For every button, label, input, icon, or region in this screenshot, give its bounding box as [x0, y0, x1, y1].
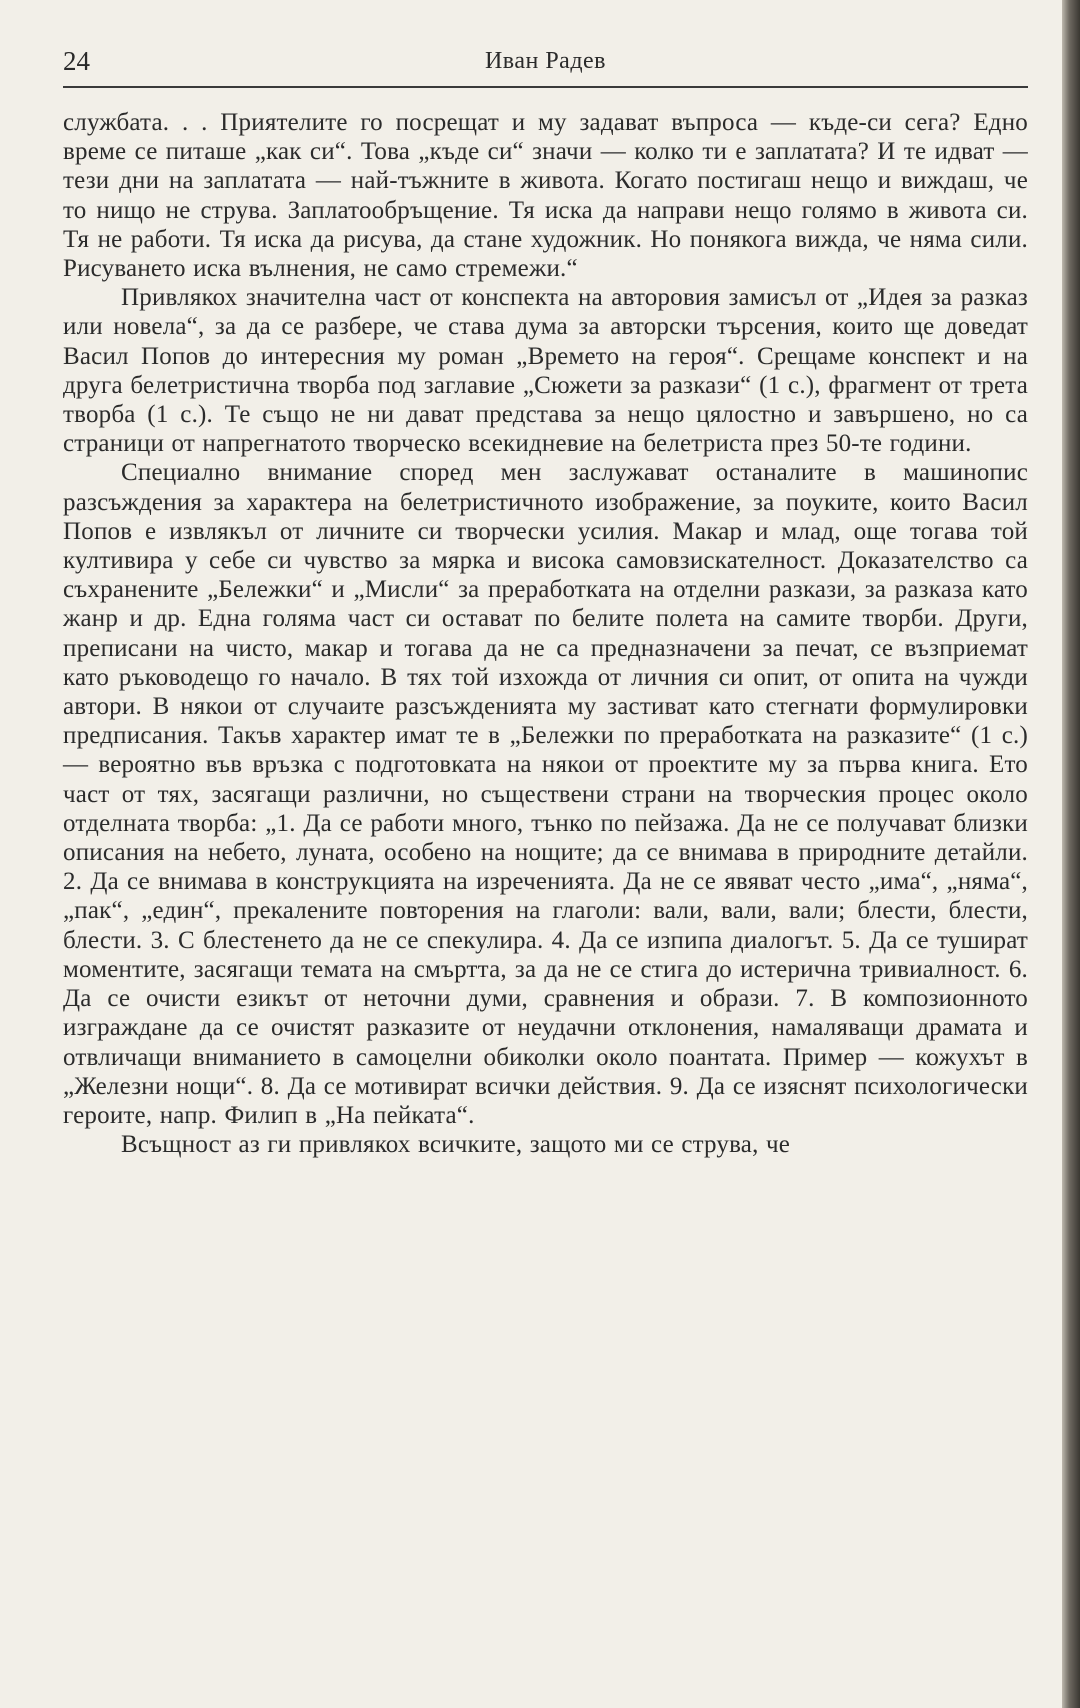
paragraph: Специално внимание според мен заслужават останалите в машинопис разсъждения за характера на белетристичното изображение, за поуките, които Васил Попов е извлякъл от личните си творчески усилия. Макар и млад, още тогава той култивира у себе си чувство за мярка и висока самовзискателност. Доказателство са съхранените „Бележки“ и „Мисли“ за преработката на отделни разкази, за разказа като жанр и др. Една голяма част си остават по белите полета на самите творби. Други, преписани на чисто, макар и тогава да не са предназначени за печат, се възприемат като ръководещо го начало. В тях той изхожда от личния си опит, от опита на чужди автори. В някои от случаите разсъжденията му застиват като стегнати формулировки предписания. Такъв характер имат те в „Бележки по преработката на разказите“ (1 с.) — вероятно във връзка с подготовката на някои от проектите му за първа книга. Ето част от тях, засягащи различни, но съществени страни на творческия процес около отделната творба: „1. Да се работи много, тънко по пейзажа. Да не се получават близки описания на небето, луната, особено на нощите; да се внимава в природните детайли. 2. Да се внимава в конструкцията на изреченията. Да не се явяват често „има“, „няма“, „пак“, „един“, прекалените повторения на глаголи: вали, вали, вали; блести, блести, блести. 3. С блестенето да не се спекулира. 4. Да се изпипа диалогът. 5. Да се тушират моментите, засягащи темата на смъртта, за да не се стига до истерична тривиалност. 6. Да се очисти езикът от неточни думи, сравнения и образи. 7. В композионното изграждане да се очистят разказите от неудачни отклонения, намаляващи драмата и отвличащи вниманието в самоцелни обиколки около поантата. Пример — кожухът в „Железни нощи“. 8. Да се мотивират всички действия. 9. Да се изяснят психологически героите, напр. Филип в „На пейката“. [63, 459, 1028, 1129]
body-text [63, 108, 1028, 1159]
paragraph: Всъщност аз ги привлякох всичките, защото ми се струва, че [121, 1131, 791, 1159]
paragraph: Привлякох значителна част от конспекта на авторовия замисъл от „Идея за разказ или новела“, за да се разбере, че става дума за авторски търсения, които ще доведат Васил Попов до интересния му роман „Времето на героя“. Срещаме конспект и на друга белетристична творба под заглавие „Сюжети за разкази“ (1 с.), фрагмент от трета творба (1 с.). Те също не ни дават представа за нещо цялостно и завършено, но са страници от напрегнатото творческо всекидневие на белетриста през 50-те години. [63, 284, 1028, 458]
page-number: 24 [63, 46, 90, 76]
page-header [63, 44, 1028, 84]
paragraph: службата. . . Приятелите го посрещат и му задават въпроса — къде-си сега? Едно време се питаше „как си“. Това „къде си“ значи — колко ти е заплатата? И те идват — тези дни на заплатата — най-тъжните в живота. Когато постигаш нещо и виждаш, че то нищо не струва. Заплатообръщение. Тя иска да направи нещо голямо в живота си. Тя не работи. Тя иска да рисува, да стане художник. Но понякога вижда, че няма сили. Рисуването иска вълнения, не само стремежи.“ [63, 109, 1028, 283]
book-spine-edge [1062, 0, 1080, 1708]
running-head: Иван Радев [484, 48, 607, 74]
header-rule [63, 86, 1028, 88]
